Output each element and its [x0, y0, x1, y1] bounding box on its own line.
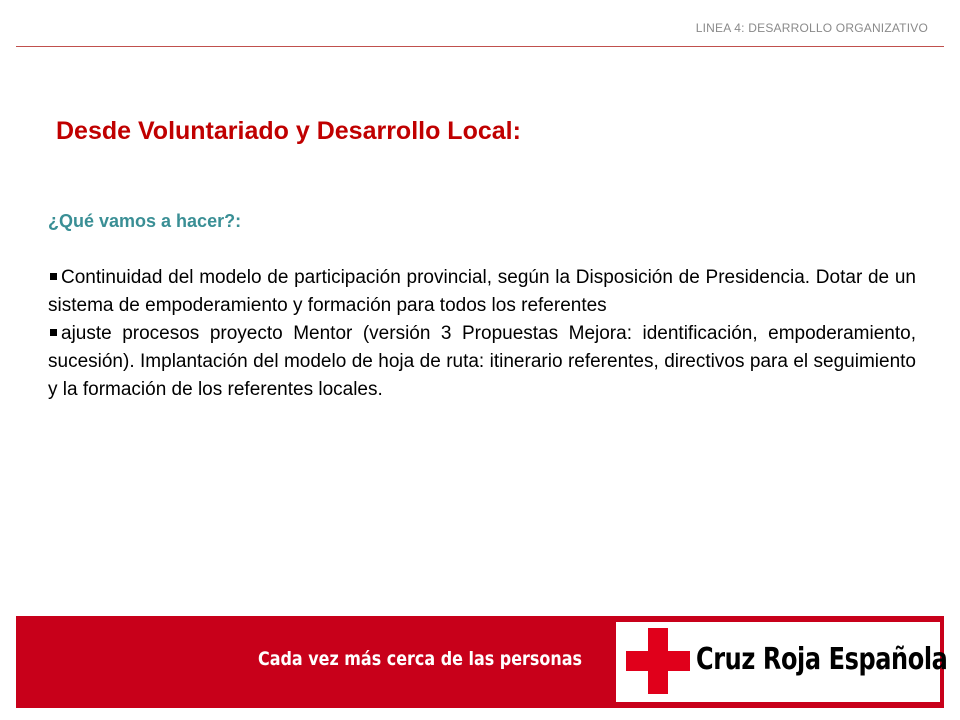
bullet-list [48, 264, 916, 404]
bullet-text: Continuidad del modelo de participación provincial, según la Disposición de Presidencia. Dotar de un sistema de empoderamiento y formación para todos los referentes [48, 267, 916, 316]
list-item [48, 320, 916, 404]
section-heading: ¿Qué vamos a hacer?: [48, 211, 242, 231]
red-cross-icon [626, 628, 690, 694]
header-rule [16, 46, 944, 47]
list-item [48, 264, 916, 320]
logo [616, 622, 948, 702]
slide-title: Desde Voluntariado y Desarrollo Local: [56, 117, 521, 145]
footer-slogan: Cada vez más cerca de las personas [258, 648, 583, 670]
logo-name: Cruz Roja Española [696, 642, 948, 677]
bullet-text: ajuste procesos proyecto Mentor (versión 3 Propuestas Mejora: identificación, empoderamiento, sucesión). Implantación del modelo de hoja de ruta: itinerario referentes, directivos para el seguimiento y la formación de los referentes locales. [48, 323, 916, 400]
square-bullet-icon [50, 273, 57, 280]
header-section-label: LINEA 4: DESARROLLO ORGANIZATIVO [695, 21, 928, 35]
square-bullet-icon [50, 329, 57, 336]
